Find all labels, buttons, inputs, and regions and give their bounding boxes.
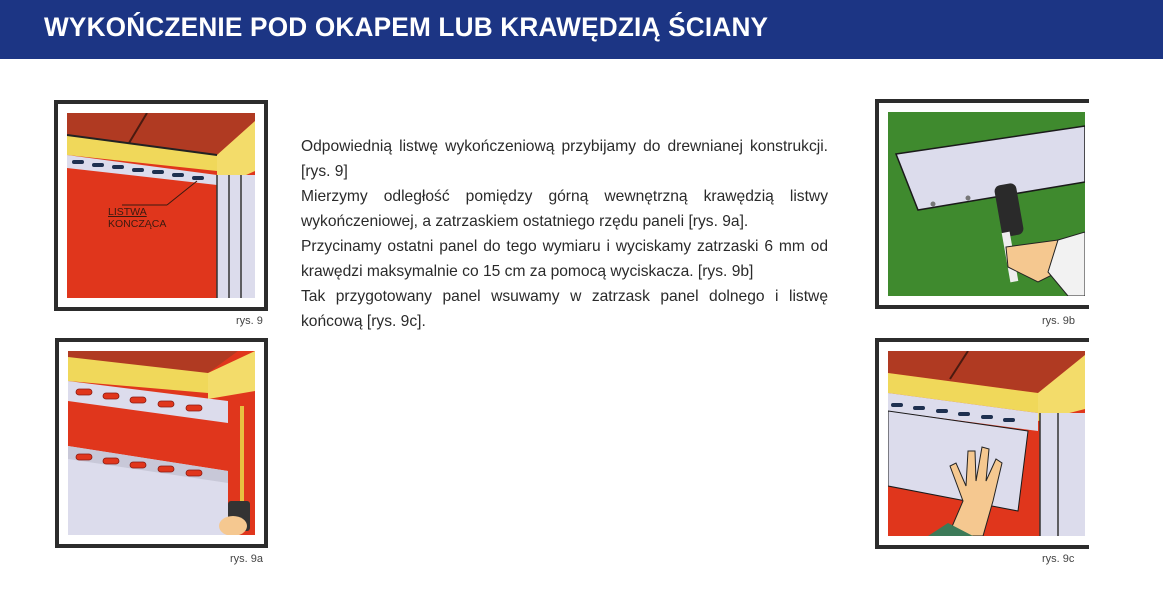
page-title: WYKOŃCZENIE POD OKAPEM LUB KRAWĘDZIĄ ŚCIANY: [44, 12, 769, 42]
illustration-measuring: [68, 351, 255, 535]
callout-line-2: KONCZĄCA: [108, 218, 167, 230]
figure-rys-9a: [55, 338, 268, 548]
paragraph-3: Przycinamy ostatni panel do tego wymiaru i wyciskamy zatrzaski 6 mm od krawędzi maksymalnie co 15 cm za pomocą wyciskacza. [rys. 9b]: [301, 238, 828, 280]
illustration-punching-tool: [888, 112, 1085, 296]
figure-rys-9b: [875, 99, 1089, 309]
callout-label: [108, 206, 166, 230]
paragraph-4: Tak przygotowany panel wsuwamy w zatrzask panel dolnego i listwę końcową [rys. 9c].: [301, 288, 828, 330]
caption-rys-9: rys. 9: [236, 315, 263, 327]
figure-rys-9c: [875, 338, 1089, 549]
caption-rys-9c: rys. 9c: [1042, 553, 1075, 565]
instructions-text: [301, 134, 828, 334]
paragraph-2: Mierzymy odległość pomiędzy górną wewnętrzną krawędzią listwy wykończeniowej, a zatrzaskiem ostatniego rzędu paneli [rys. 9a].: [301, 188, 828, 230]
paragraph-1: Odpowiednią listwę wykończeniową przybijamy do drewnianej konstrukcji. [rys. 9]: [301, 138, 828, 180]
callout-line-1: LISTWA: [108, 206, 147, 218]
illustration-inserting-panel: [888, 351, 1085, 536]
header-banner: [0, 0, 1163, 59]
caption-rys-9a: rys. 9a: [230, 553, 264, 565]
caption-rys-9b: rys. 9b: [1042, 315, 1076, 327]
